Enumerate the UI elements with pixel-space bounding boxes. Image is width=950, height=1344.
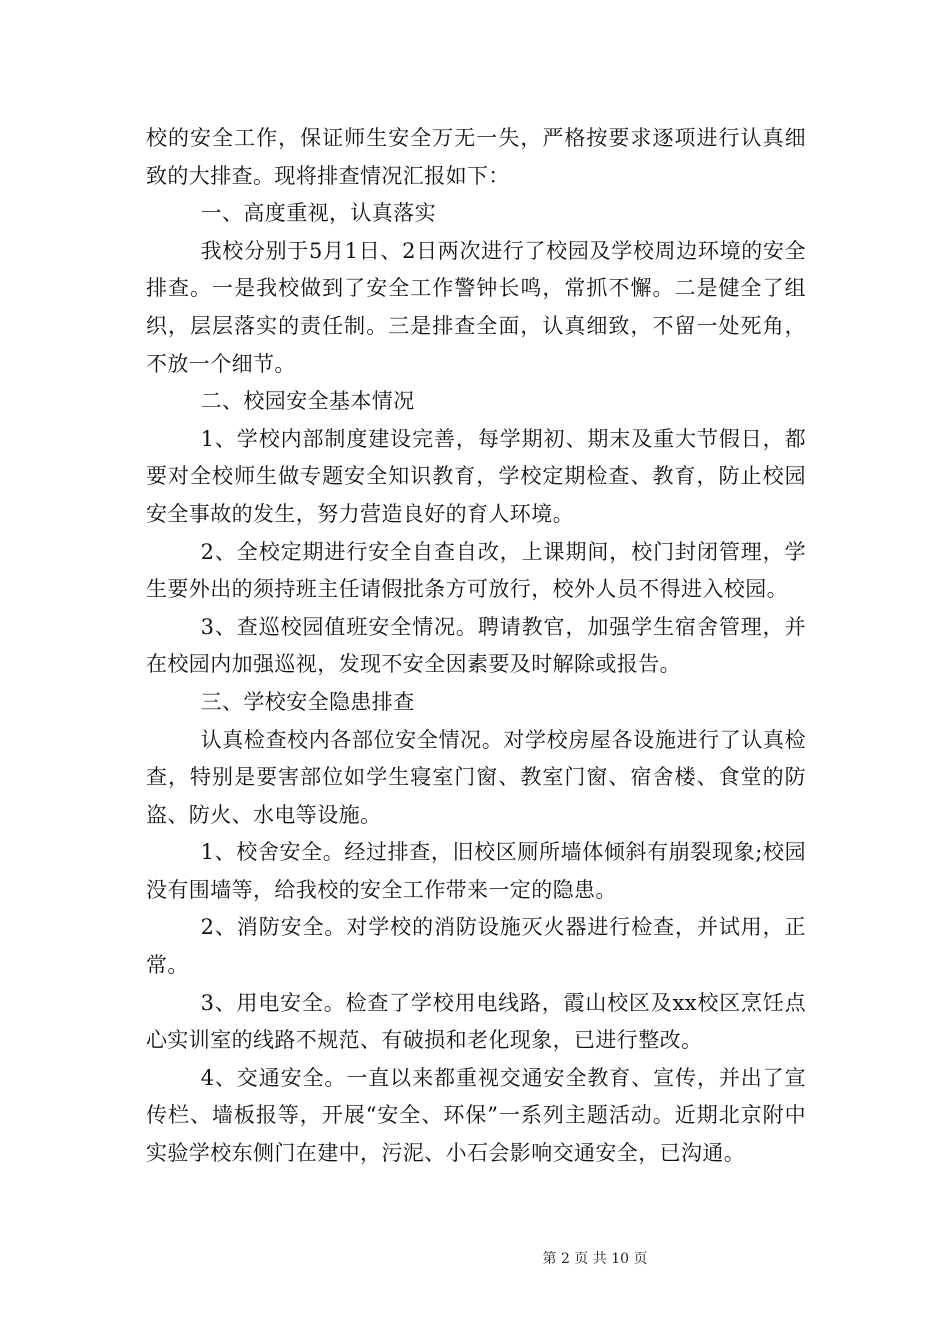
document-body (146, 120, 806, 1173)
list-item: 2、全校定期进行安全自查自改，上课期间，校门封闭管理，学生要外出的须持班主任请假批条方可放行，校外人员不得进入校园。 (146, 539, 806, 602)
page-number-footer: 第 2 页 共 10 页 (542, 1251, 648, 1267)
paragraph: 我校分别于5月1日、2日两次进行了校园及学校周边环境的安全排查。一是我校做到了安全工作警钟长鸣，常抓不懈。二是健全了组织，层层落实的责任制。三是排查全面，认真细致，不留一处死角，不放一个细节。 (146, 238, 806, 376)
paragraph: 认真检查校内各部位安全情况。对学校房屋各设施进行了认真检查，特别是要害部位如学生寝室门窗、教室门窗、宿舍楼、食堂的防盗、防火、水电等设施。 (146, 727, 806, 827)
paragraph-continuation: 校的安全工作，保证师生安全万无一失，严格按要求逐项进行认真细致的大排查。现将排查情况汇报如下： (146, 126, 806, 188)
section-heading-1: 一、高度重视，认真落实 (200, 201, 436, 226)
section-heading-2: 二、校园安全基本情况 (200, 389, 415, 414)
list-item: 1、校舍安全。经过排查，旧校区厕所墙体倾斜有崩裂现象;校园没有围墙等，给我校的安全工作带来一定的隐患。 (146, 840, 806, 902)
list-item: 4、交通安全。一直以来都重视交通安全教育、宣传，并出了宣传栏、墙板报等，开展“安全、环保”一系列主题活动。近期北京附中实验学校东侧门在建中，污泥、小石会影响交通安全，已沟通。 (146, 1065, 806, 1166)
list-item: 3、用电安全。检查了学校用电线路，霞山校区及xx校区烹饪点心实训室的线路不规范、有破损和老化现象，已进行整改。 (146, 990, 806, 1053)
section-heading-3: 三、学校安全隐患排查 (200, 689, 415, 714)
list-item: 2、消防安全。对学校的消防设施灭火器进行检查，并试用，正常。 (146, 915, 806, 978)
list-item: 3、查巡校园值班安全情况。聘请教官，加强学生宿舍管理，并在校园内加强巡视，发现不安全因素要及时解除或报告。 (146, 614, 806, 677)
list-item: 1、学校内部制度建设完善，每学期初、期末及重大节假日，都要对全校师生做专题安全知识教育，学校定期检查、教育，防止校园安全事故的发生，努力营造良好的育人环境。 (146, 426, 806, 526)
